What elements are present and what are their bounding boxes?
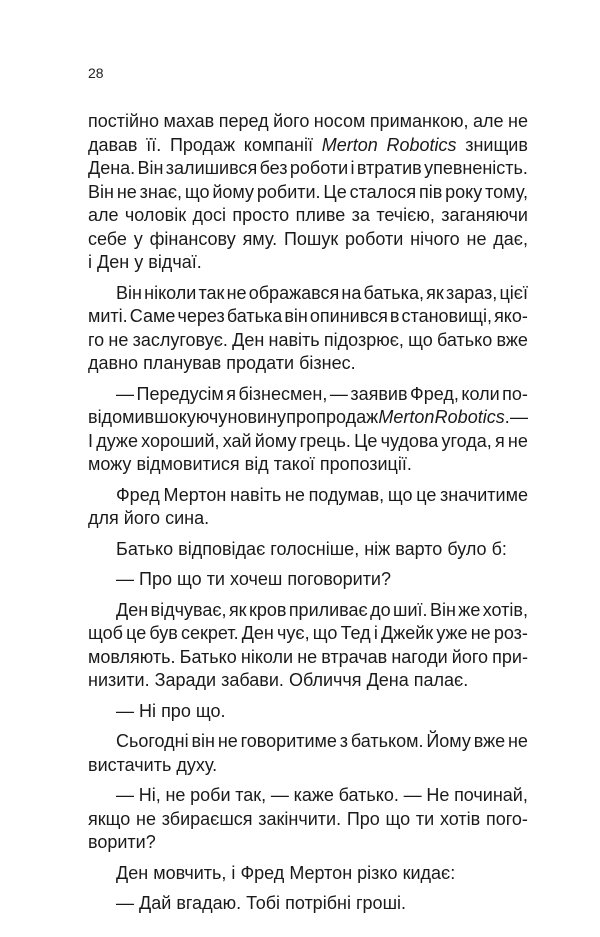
paragraph-gap	[88, 693, 528, 700]
paragraph-gap	[88, 592, 528, 599]
text-line: — Про що ти хочеш поговорити?	[116, 569, 391, 589]
text-line: І дуже хороший, хай йому грець. Це чудова угода, я не	[88, 430, 528, 451]
paragraph-gap	[88, 477, 528, 484]
text-line: Фред Мертон навіть не подумав, що це значитиме	[116, 484, 528, 505]
text-line: го не заслуговує. Ден навіть підозрює, що батько вже	[88, 329, 528, 350]
paragraph-gap	[88, 777, 528, 784]
text-line: давно планував продати бізнес.	[88, 353, 356, 373]
text-line: Ден мовчить, і Фред Мертон різко кидає:	[116, 862, 456, 883]
text-line: можу відмовитися від такої пропозиції.	[88, 454, 412, 474]
text-line: — Дай вгадаю. Тобі потрібні гроші.	[116, 893, 407, 913]
text-line: миті. Саме через батька він опинився в становищі, яко-	[88, 306, 528, 326]
paragraph-gap	[88, 376, 528, 383]
text-line: Він ніколи так не ображався на батька, як зараз, цієї	[116, 282, 528, 303]
text-line: Сьогодні він не говоритиме з батьком. Йому вже не	[116, 731, 528, 751]
text-line: Батько відповідає голосніше, ніж варто було б:	[116, 538, 507, 559]
text-line: якщо не збираєшся закінчити. Про що ти хотів пого-	[88, 808, 528, 829]
paragraph-gap	[88, 855, 528, 862]
text-line: для його сина.	[88, 508, 210, 528]
text-line: Дена. Він залишився без роботи і втратив упевненість.	[88, 158, 528, 178]
text-line: і Ден у відчаї.	[88, 252, 202, 272]
paragraph-gap	[88, 561, 528, 568]
text-line: низити. Заради забави. Обличчя Дена палає.	[88, 670, 469, 690]
text-line: Він не знає, що йому робити. Це сталося пів року тому,	[88, 181, 528, 202]
text-line: постійно махав перед його носом приманкою, але не	[88, 111, 528, 131]
text-line: але чоловік досі просто пливе за течією, заганяючи	[88, 205, 528, 225]
paragraph-gap	[88, 723, 528, 730]
paragraph-gap	[88, 531, 528, 538]
text-line: себе у фінансову яму. Пошук роботи нічого не дає,	[88, 228, 528, 249]
text-line: вистачить духу.	[88, 754, 218, 775]
text-line: відомив шокуючу новину про продаж Merton Robotics. —	[88, 407, 528, 427]
text-line: давав її. Продаж компанії Merton Robotics знищив	[88, 134, 528, 155]
page-number: 28	[88, 65, 104, 81]
paragraph-gap	[88, 885, 528, 892]
text-line: — Ні про що.	[116, 700, 226, 721]
text-line: мовляють. Батько ніколи не втрачав нагоди його при-	[88, 646, 528, 667]
text-line: — Ні, не роби так, — каже батько. — Не починай,	[116, 785, 528, 805]
text-line: ворити?	[88, 832, 156, 852]
text-line: щоб це був секрет. Ден чує, що Тед і Джейк уже не роз-	[88, 623, 528, 643]
body-text	[88, 110, 528, 916]
text-line: — Передусім я бізнесмен, — заявив Фред, коли по-	[116, 383, 528, 404]
paragraph-gap	[88, 275, 528, 282]
text-line: Ден відчуває, як кров приливає до шиї. Він же хотів,	[116, 599, 528, 620]
